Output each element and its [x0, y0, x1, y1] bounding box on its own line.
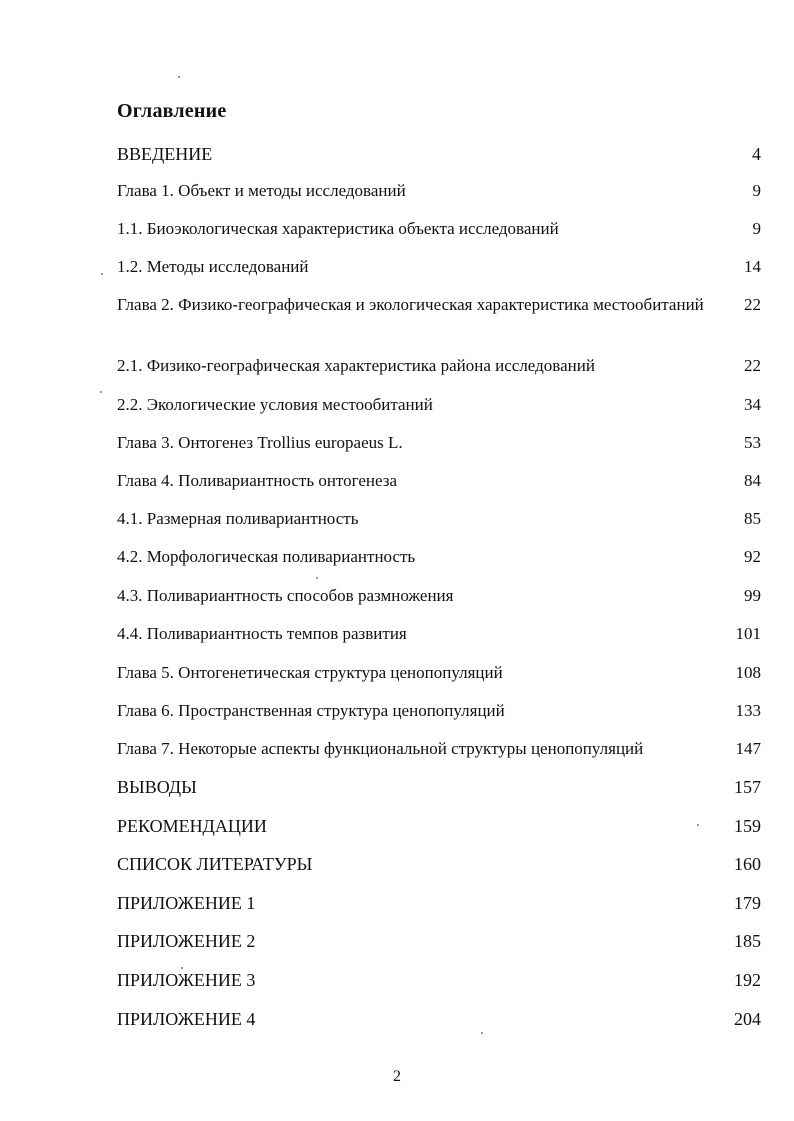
toc-entry[interactable]: [117, 180, 777, 202]
toc-entry[interactable]: [117, 892, 777, 914]
toc-entry[interactable]: [117, 930, 777, 952]
scan-speck: [316, 577, 318, 579]
toc-entry-page: 179: [734, 893, 761, 913]
toc-entry-title: Глава 6. Пространственная структура ценопопуляций: [117, 701, 505, 720]
toc-entry[interactable]: [117, 355, 777, 377]
toc-entry-page: 34: [744, 395, 761, 414]
toc-entry-title: Глава 7. Некоторые аспекты функциональной структуры ценопопуляций: [117, 739, 644, 758]
scan-speck: [181, 967, 183, 969]
scan-speck: [178, 76, 180, 78]
toc-entry-title: Глава 3. Онтогенез Trollius europaeus L.: [117, 433, 403, 452]
toc-entry-page: 85: [744, 509, 761, 528]
toc-entry-page: 92: [744, 547, 761, 566]
toc-entry-title: ПРИЛОЖЕНИЕ 3: [117, 970, 256, 990]
toc-entry-page: 157: [734, 777, 761, 797]
toc-entry-page: 53: [744, 433, 761, 452]
toc-entry-title: 1.2. Методы исследований: [117, 257, 309, 276]
toc-entry-title: Глава 4. Поливариантность онтогенеза: [117, 471, 398, 490]
toc-entry-title: СПИСОК ЛИТЕРАТУРЫ: [117, 854, 313, 874]
toc-entry-title: 2.2. Экологические условия местообитаний: [117, 395, 433, 414]
toc-entry-page: 133: [735, 701, 761, 720]
scan-speck: [697, 824, 699, 826]
toc-entry-page: 185: [734, 931, 761, 951]
toc-entry-page: 22: [744, 295, 761, 314]
toc-entry[interactable]: [117, 700, 777, 722]
toc-entry-page: 9: [752, 181, 761, 200]
toc-entry[interactable]: [117, 776, 777, 798]
toc-entry[interactable]: [117, 218, 777, 240]
toc-entry[interactable]: [117, 1008, 777, 1030]
toc-entry-title: ПРИЛОЖЕНИЕ 2: [117, 931, 256, 951]
toc-entry-title: Глава 1. Объект и методы исследований: [117, 181, 406, 200]
toc-entry-title: 4.2. Морфологическая поливариантность: [117, 547, 416, 566]
toc-entry[interactable]: [117, 815, 777, 837]
toc-entry[interactable]: [117, 969, 777, 991]
toc-entry-title: 4.4. Поливариантность темпов развития: [117, 624, 407, 643]
toc-entry[interactable]: [117, 470, 777, 492]
toc-entry-page: 147: [735, 739, 761, 758]
toc-entry-page: 4: [752, 144, 761, 164]
toc-entry-title: ВЫВОДЫ: [117, 777, 197, 797]
toc-entry-page: 84: [744, 471, 761, 490]
toc-entry-page: 9: [752, 219, 761, 238]
toc-entry-title: Глава 2. Физико-географическая и экологическая характеристика местообитаний: [117, 295, 704, 314]
toc-entry[interactable]: [117, 143, 777, 165]
toc-entry[interactable]: [117, 432, 777, 454]
toc-entry-page: 99: [744, 586, 761, 605]
toc-entry[interactable]: [117, 738, 777, 760]
toc-entry[interactable]: [117, 585, 777, 607]
scan-speck: [100, 391, 102, 393]
toc-entry-page: 14: [744, 257, 761, 276]
toc-entry-title: ПРИЛОЖЕНИЕ 4: [117, 1009, 256, 1029]
toc-entry-page: 159: [734, 816, 761, 836]
toc-entry-title: 4.1. Размерная поливариантность: [117, 509, 359, 528]
toc-entry-title: ПРИЛОЖЕНИЕ 1: [117, 893, 256, 913]
page-number: 2: [393, 1068, 401, 1085]
toc-entry-page: 160: [734, 854, 761, 874]
toc-entry-title: 1.1. Биоэкологическая характеристика объекта исследований: [117, 219, 559, 238]
toc-heading: Оглавление: [117, 100, 227, 122]
toc-entry-title: 2.1. Физико-географическая характеристика района исследований: [117, 356, 595, 375]
scan-speck: [481, 1032, 483, 1034]
toc-entry[interactable]: [117, 294, 777, 316]
toc-entry-title: 4.3. Поливариантность способов размножения: [117, 586, 454, 605]
toc-entry[interactable]: [117, 546, 777, 568]
toc-entry-page: 101: [735, 624, 761, 643]
toc-entry-page: 204: [734, 1009, 761, 1029]
toc-entry-page: 108: [735, 663, 761, 682]
toc-entry[interactable]: [117, 623, 777, 645]
toc-entry[interactable]: [117, 394, 777, 416]
toc-entry-title: ВВЕДЕНИЕ: [117, 144, 213, 164]
toc-entry-page: 192: [734, 970, 761, 990]
toc-entry-page: 22: [744, 356, 761, 375]
toc-entry[interactable]: [117, 853, 777, 875]
toc-entry-title: Глава 5. Онтогенетическая структура ценопопуляций: [117, 663, 503, 682]
toc-entry[interactable]: [117, 508, 777, 530]
scan-speck: [101, 273, 103, 275]
toc-entry[interactable]: [117, 256, 777, 278]
toc-entry-title: РЕКОМЕНДАЦИИ: [117, 816, 267, 836]
toc-entry[interactable]: [117, 662, 777, 684]
